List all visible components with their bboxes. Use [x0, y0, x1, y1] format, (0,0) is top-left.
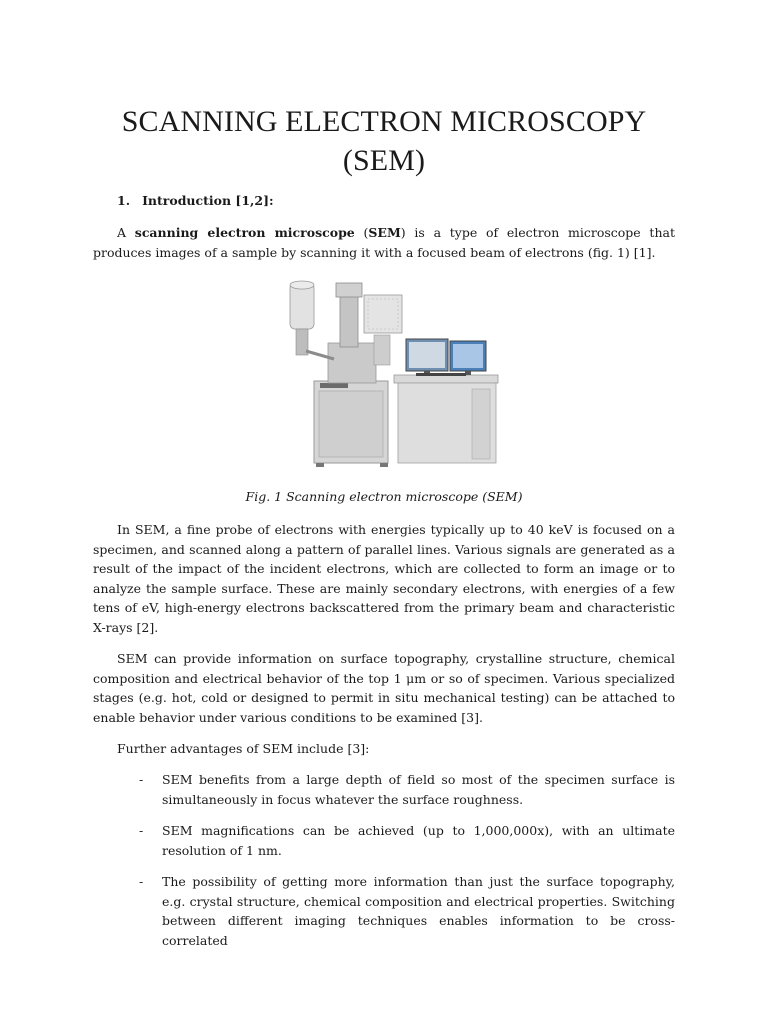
electron-column [340, 295, 358, 347]
title-line-1: SCANNING ELECTRON MICROSCOPY [121, 105, 647, 138]
intro-bold-term: scanning electron microscope [134, 225, 355, 240]
bullet-text: The possibility of getting more information than just the surface topography, e.g. crystal structure, chemical composition and electrical properties. Switching between different imaging techniques enables information to be cross-correlated [162, 874, 675, 948]
section-number: 1. [117, 193, 131, 208]
gun-cylinder-top [290, 281, 314, 289]
monitor-left-screen [409, 342, 445, 368]
document-title [60, 102, 708, 180]
column-top [336, 283, 362, 297]
paragraph-2: SEM can provide information on surface topography, crystalline structure, chemical composition and electrical behavior of the top 1 μm or so of specimen. Various specialized stages (e.g. hot, cold or designed to permit in situ mechanical testing) can be attached to enable behavior under various conditions to be examined [3]. [93, 651, 675, 725]
figure-caption: Fig. 1 Scanning electron microscope (SEM) [245, 489, 523, 504]
gun-cylinder [290, 283, 314, 329]
bullet-dash: - [139, 874, 144, 889]
intro-rest: ) is a type of electron microscope that produces images of a sample by scanning it with a focused beam of electrons (fig. 1) [1]. [93, 225, 675, 260]
bullet-text: SEM benefits from a large depth of field so most of the specimen surface is simultaneously in focus whatever the surface roughness. [162, 772, 675, 807]
desk-top [394, 375, 498, 383]
section-heading [117, 193, 274, 208]
bullet-text: SEM magnifications can be achieved (up to 1,000,000x), with an ultimate resolution of 1 nm. [162, 823, 675, 858]
intro-bold-abbr: SEM [368, 225, 401, 240]
cabinet-label [320, 383, 348, 388]
paragraph-1: In SEM, a fine probe of electrons with energies typically up to 40 keV is focused on a specimen, and scanned along a pattern of parallel lines. Various signals are generated as a result of the impact of the incident electrons, which are collected to form an image or to analyze the sample surface. These are mainly secondary electrons, with energies of a few tens of eV, high-energy electrons backscattered from the primary beam and characteristic X-rays [2]. [93, 522, 675, 635]
section-heading-text: Introduction [1,2]: [142, 193, 274, 208]
title-line-2: (SEM) [342, 144, 426, 177]
keyboard [416, 373, 466, 376]
bullet-dash: - [139, 772, 144, 787]
sem-instrument-figure [276, 273, 514, 473]
foot-right [380, 463, 388, 467]
monitor-right-screen [453, 344, 483, 368]
intro-paragraph [93, 223, 675, 262]
chamber-detail [374, 335, 390, 365]
intro-prefix: A [117, 225, 135, 240]
bullet-dash: - [139, 823, 144, 838]
desk-drawer [472, 389, 490, 459]
detector-box [364, 295, 402, 333]
intro-paren-open: ( [354, 225, 369, 240]
paragraph-3: Further advantages of SEM include [3]: [117, 741, 370, 756]
column-base [328, 343, 376, 383]
foot-left [316, 463, 324, 467]
cabinet-panel [319, 391, 383, 457]
